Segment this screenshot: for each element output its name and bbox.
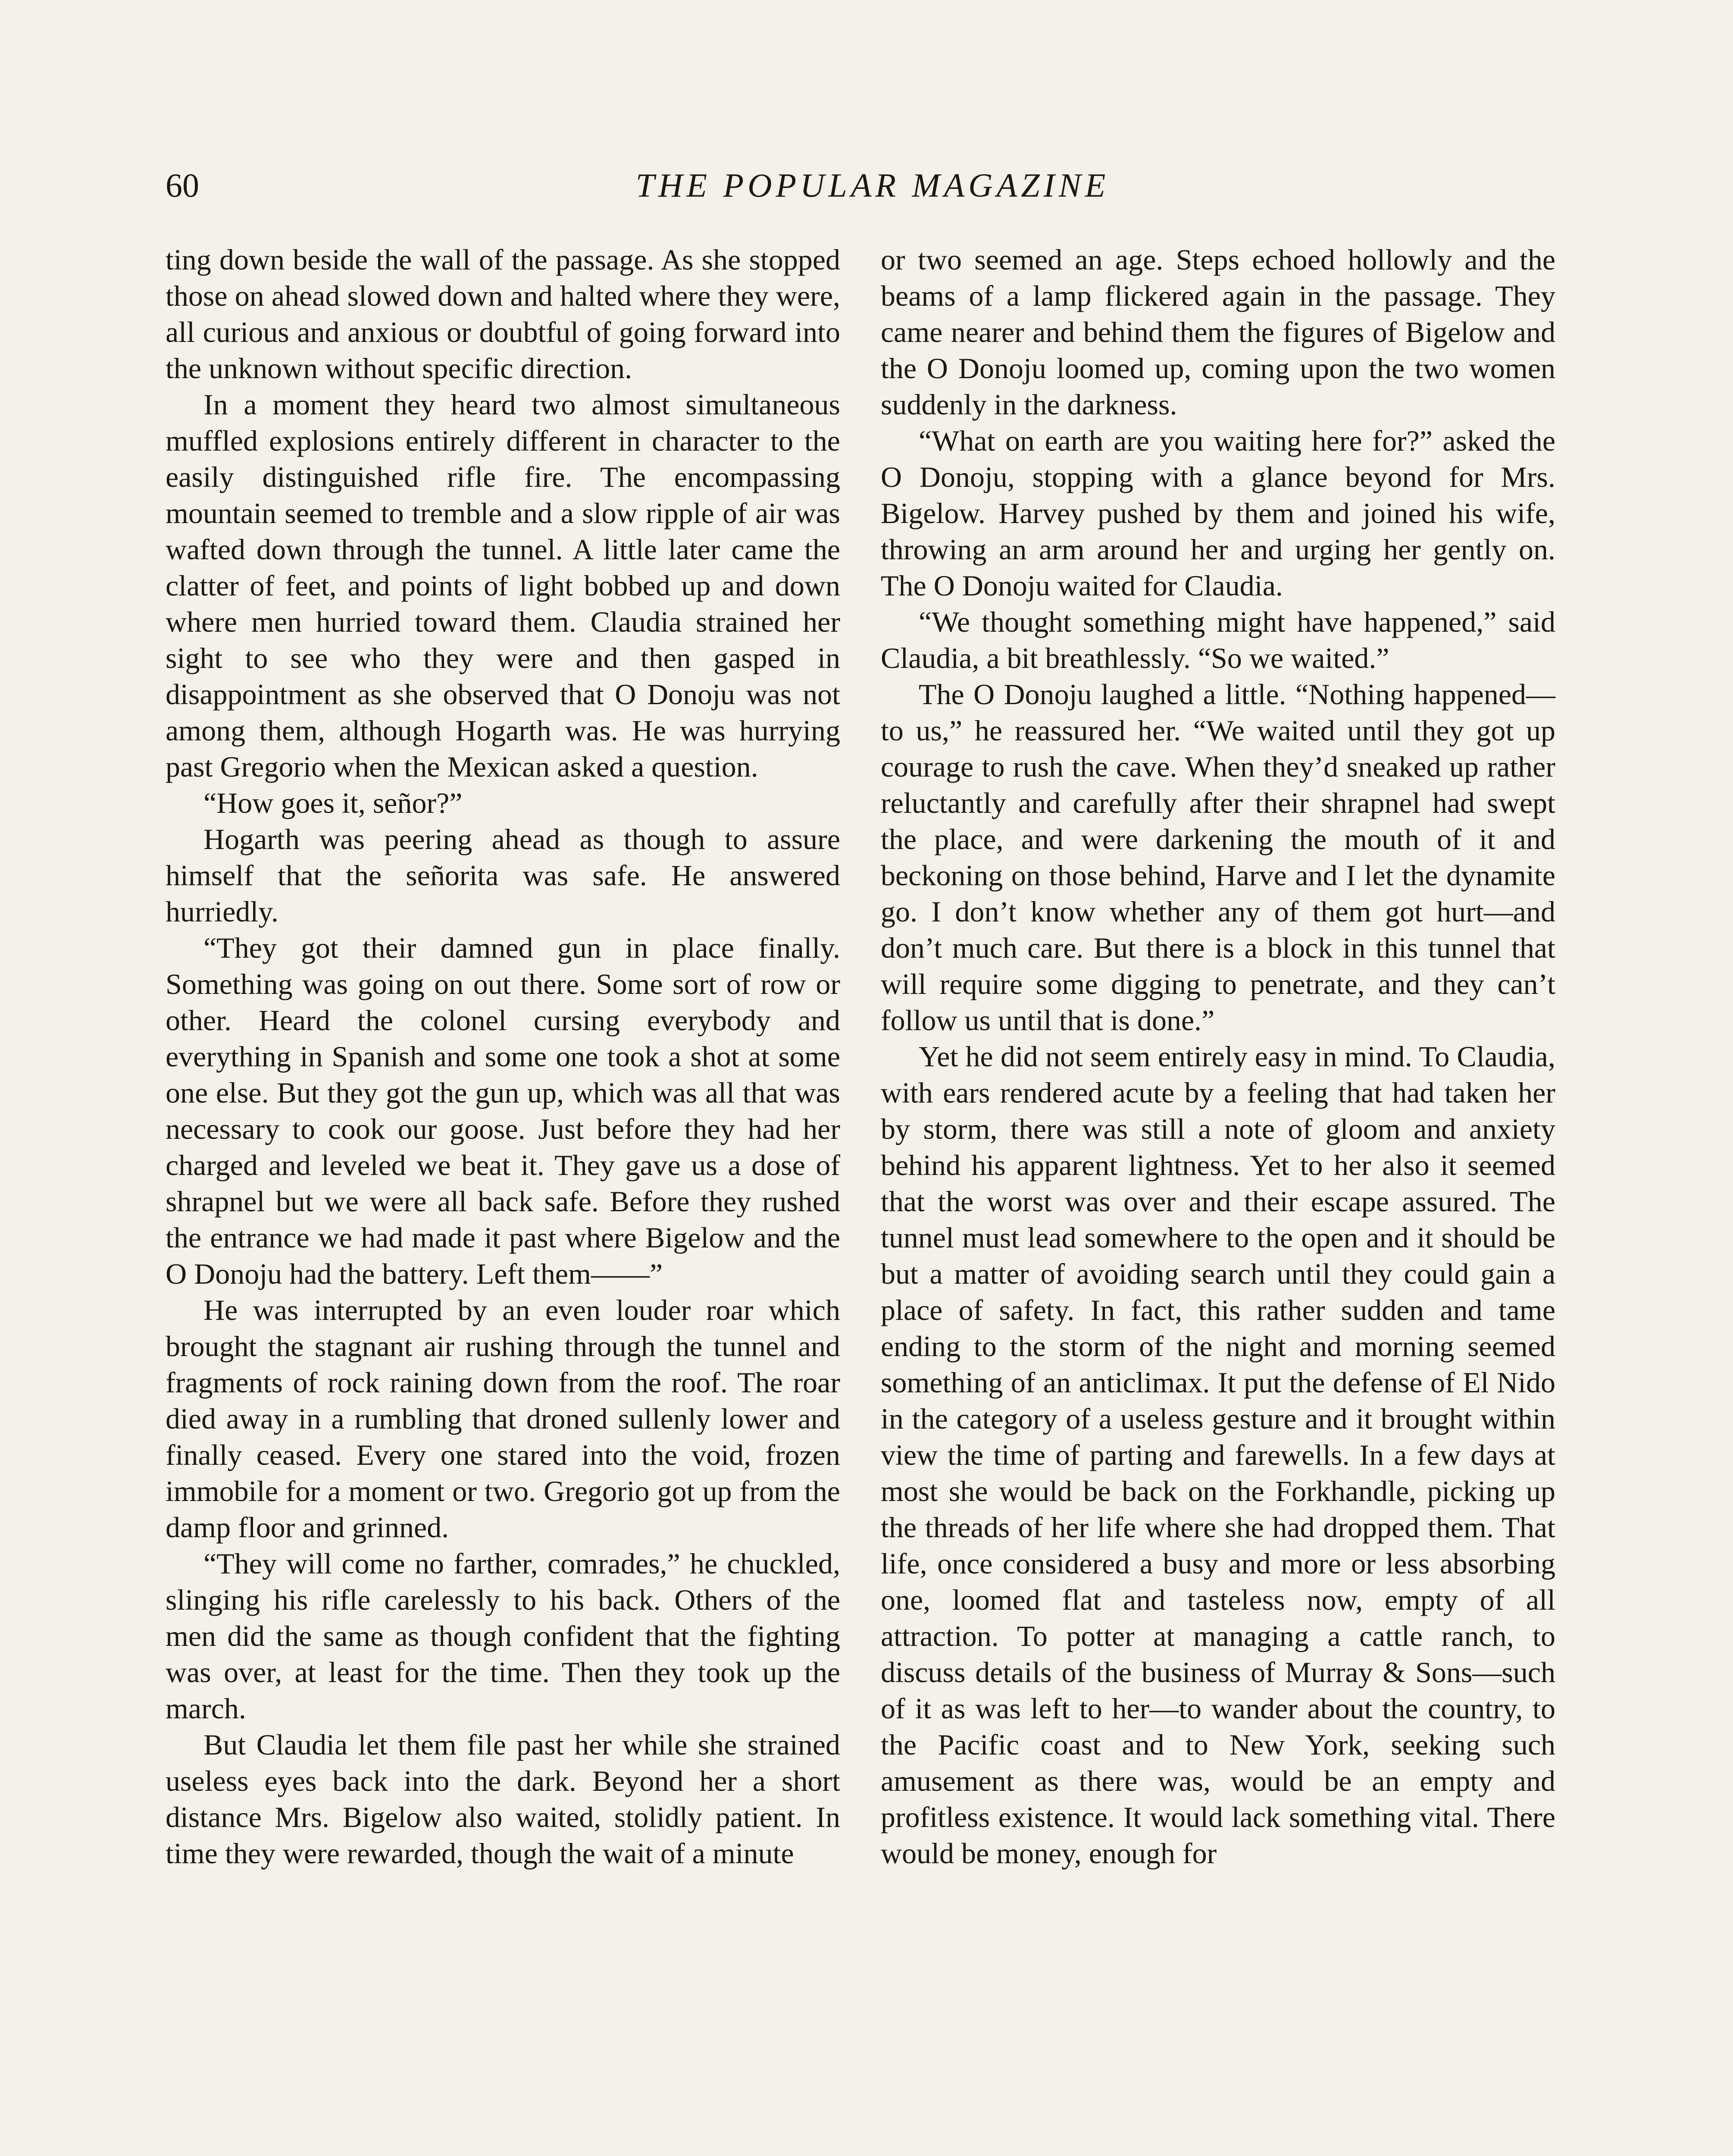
- paragraph: Hogarth was peering ahead as though to assure himself that the señorita was safe. He answered hurriedly.: [166, 823, 840, 928]
- paragraph: “They got their damned gun in place finally. Something was going on out there. Some sort of row or other. Heard the colonel cursing everybody and everything in Spanish and some one took a shot at some one else. But they got the gun up, which was all that was necessary to cook our goose. Just before they had her charged and leveled we beat it. They gave us a dose of shrapnel but we were all back safe. Before they rushed the entrance we had made it past where Bigelow and the O Donoju had the battery. Left them——”: [166, 931, 840, 1290]
- paragraph: “They will come no farther, comrades,” he chuckled, slinging his rifle carelessly to his back. Others of the men did the same as though confident that the fighting was over, at least for the time. Then they took up the march.: [166, 1547, 840, 1725]
- paragraph: or two seemed an age. Steps echoed hollowly and the beams of a lamp flickered again in the passage. They came nearer and behind them the figures of Bigelow and the O Donoju loomed up, coming upon the two women suddenly in the darkness.: [881, 243, 1555, 421]
- right-column: [881, 241, 1555, 1871]
- paragraph: But Claudia let them file past her while she strained useless eyes back into the dark. Beyond her a short distance Mrs. Bigelow also waited, stolidly patient. In time they were rewarded, though the wait of a minute: [166, 1728, 840, 1870]
- page-header: [166, 162, 1580, 213]
- paragraph: The O Donoju laughed a little. “Nothing happened—to us,” he reassured her. “We waited until they got up courage to rush the cave. When they’d sneaked up rather reluctantly and carefully after their shrapnel had swept the place, and were darkening the mouth of it and beckoning on those behind, Harve and I let the dynamite go. I don’t know whether any of them got hurt—and don’t much care. But there is a block in this tunnel that will require some digging to penetrate, and they can’t follow us until that is done.”: [881, 678, 1555, 1037]
- paragraph: He was interrupted by an even louder roar which brought the stagnant air rushing through the tunnel and fragments of rock raining down from the roof. The roar died away in a rumbling that droned sullenly lower and finally ceased. Every one stared into the void, frozen immobile for a moment or two. Gregorio got up from the damp floor and grinned.: [166, 1294, 840, 1544]
- paragraph: ting down beside the wall of the passage. As she stopped those on ahead slowed down and halted where they were, all curious and anxious or doubtful of going forward into the unknown without specific direction.: [166, 243, 840, 385]
- running-title: THE POPULAR MAGAZINE: [635, 166, 1110, 204]
- paragraph: “How goes it, señor?”: [203, 787, 463, 819]
- paragraph: Yet he did not seem entirely easy in mind. To Claudia, with ears rendered acute by a feeling that had taken her by storm, there was still a note of gloom and anxiety behind his apparent lightness. Yet to her also it seemed that the worst was over and their escape assured. The tunnel must lead somewhere to the open and it should be but a matter of avoiding search until they could gain a place of safety. In fact, this rather sudden and tame ending to the storm of the night and morning seemed something of an anticlimax. It put the defense of El Nido in the category of a useless gesture and it brought within view the time of parting and farewells. In a few days at most she would be back on the Forkhandle, picking up the threads of her life where she had dropped them. That life, once considered a busy and more or less absorbing one, loomed flat and tasteless now, empty of all attraction. To potter at managing a cattle ranch, to discuss details of the business of Murray & Sons—such of it as was left to her—to wander about the country, to the Pacific coast and to New York, seeking such amusement as there was, would be an empty and profitless existence. It would lack something vital. There would be money, enough for: [881, 1040, 1555, 1870]
- paragraph: “What on earth are you waiting here for?” asked the O Donoju, stopping with a glance beyond for Mrs. Bigelow. Harvey pushed by them and joined his wife, throwing an arm around her and urging her gently on. The O Donoju waited for Claudia.: [881, 424, 1555, 602]
- page-number: 60: [166, 166, 199, 204]
- paragraph: In a moment they heard two almost simultaneous muffled explosions entirely different in character to the easily distinguished rifle fire. The encompassing mountain seemed to tremble and a slow ripple of air was wafted down through the tunnel. A little later came the clatter of feet, and points of light bobbed up and down where men hurried toward them. Claudia strained her sight to see who they were and then gasped in disappointment as she observed that O Donoju was not among them, although Hogarth was. He was hurrying past Gregorio when the Mexican asked a question.: [166, 388, 840, 783]
- paragraph: “We thought something might have happened,” said Claudia, a bit breathlessly. “So we waited.”: [881, 605, 1555, 674]
- left-column: [166, 241, 840, 1871]
